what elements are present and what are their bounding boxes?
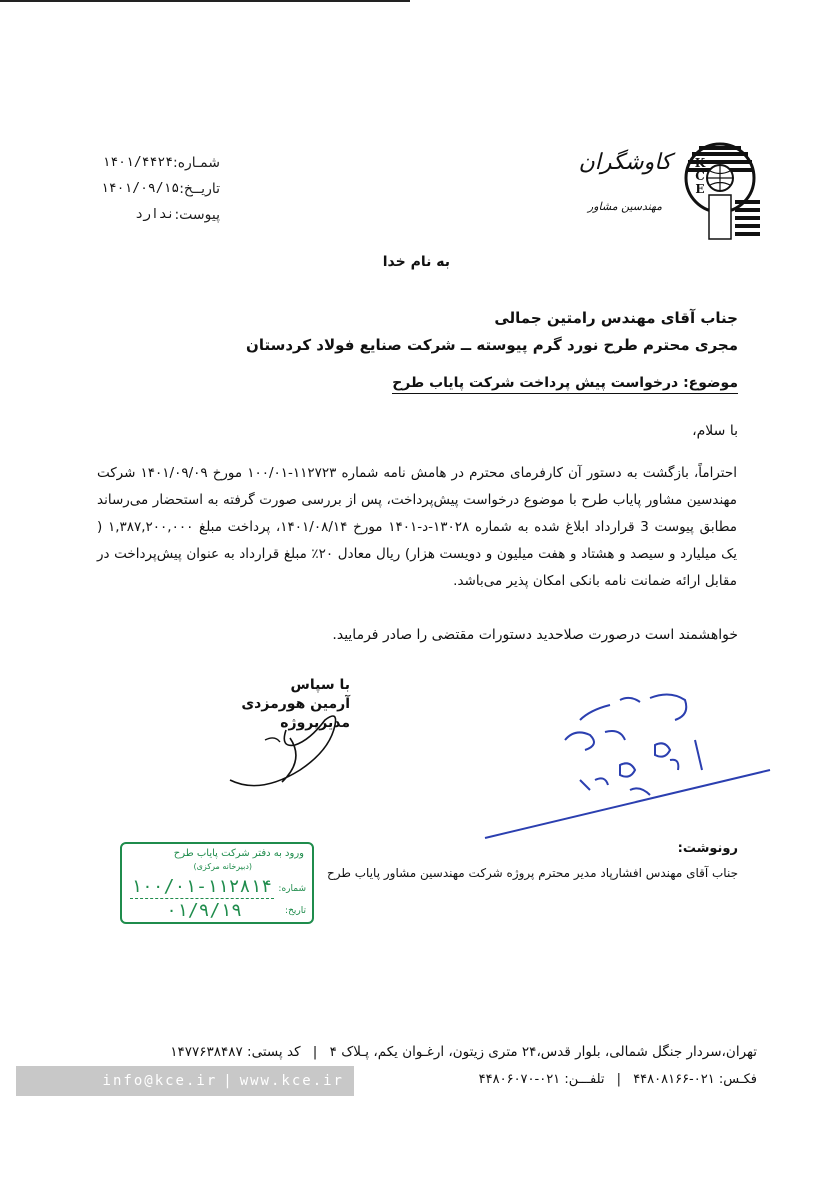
stamp-date-label: تاریخ: <box>285 906 306 916</box>
number-label: شمـاره: <box>172 155 220 171</box>
letter-body: احتراماً، بازگشت به دستور آن کارفرمای محترم در هامش نامه شماره ۱۱۲۷۲۳-۱۰۰/۰۱ مورخ ۱۴۰۱/۰۹/۰۹ شرکت مهندسین مشاور پایاب طرح با موضوع درخواست پیش‌پرداخت، پس از بررسی صورت گرفته به استحضار می‌رساند مطابق پیوست 3 قرارداد ابلاغ شده به شماره ۱۳۰۲۸-د-۱۴۰۱ مورخ ۱۴۰۱/۰۸/۱۴، پرداخت مبلغ ۱,۳۸۷,۲۰۰,۰۰۰ ( یک میلیارد و سیصد و هشتاد و هفت میلیون و دویست هزار) ریال معادل ۲۰٪ مبلغ قرارداد به عنوان پیش‌پرداخت در مقابل ارائه ضمانت نامه بانکی امکان پذیر می‌باشد. <box>97 465 738 589</box>
cc-recipient: جناب آقای مهندس افشارپاد مدیر محترم پروژه شرکت مهندسین مشاور پایاب طرح <box>327 866 738 880</box>
web-separator: | <box>223 1073 234 1089</box>
footer-contact <box>16 1066 757 1096</box>
fax-label: فکـس: <box>718 1072 757 1087</box>
web-contact-bar <box>16 1066 354 1096</box>
stamp-divider <box>130 898 274 899</box>
greeting: با سلام، <box>692 423 738 439</box>
closing-request: خواهشمند است درصورت صلاحدید دستورات مقتضی را صادر فرمایید. <box>332 627 738 643</box>
addressee-position: مجری محترم طرح نورد گرم پیوسته ــ شرکت صنایع فولاد کردستان <box>246 336 738 354</box>
top-edge-line <box>0 0 410 2</box>
attachment-value: ندارد <box>135 207 175 222</box>
phone-numbers <box>479 1072 757 1087</box>
date-row <box>60 176 220 202</box>
letter-subject: موضوع: درخواست پیش پرداخت شرکت پایاب طرح <box>392 375 738 394</box>
date-value: ۱۴۰۱/۰۹/۱۵ <box>100 181 180 196</box>
address-separator: | <box>312 1044 318 1060</box>
signature-title: مدیرپروژه <box>280 715 350 731</box>
phone-separator: | <box>616 1072 622 1087</box>
email-link[interactable]: info@kce.ir <box>102 1073 218 1089</box>
stamp-title: ورود به دفتر شرکت پایاب طرح <box>173 848 304 859</box>
cc-label: رونوشت: <box>677 841 738 856</box>
letter-meta <box>60 150 220 228</box>
footer-address <box>95 1044 757 1060</box>
basmala: به نام خدا <box>382 254 450 270</box>
attachment-label: پیوست: <box>174 207 220 223</box>
fax-number: ۰۲۱-۴۴۸۰۸۱۶۶ <box>633 1072 715 1087</box>
address-text: تهران،سردار جنگل شمالی، بلوار قدس،۲۴ متری زیتون، ارغـوان یکم، پـلاک ۴ <box>329 1044 757 1060</box>
handwritten-signature-icon <box>220 700 380 800</box>
logo-letter-k: K <box>694 156 706 170</box>
phone-number: ۰۲۱-۴۴۸۰۶۰۷۰ <box>478 1072 561 1087</box>
logo-name: کاوشگران <box>578 150 672 175</box>
postal-code: ۱۴۷۷۶۳۸۴۸۷ <box>170 1044 243 1060</box>
incoming-stamp <box>120 842 314 924</box>
logo-subtitle: مهندسین مشاور <box>587 200 663 213</box>
stamp-date: ۰۱/۹/۱۹ <box>166 900 242 921</box>
number-value: ۱۴۰۱/۴۴۲۴ <box>102 155 173 170</box>
logo-letter-e: E <box>695 182 705 196</box>
signature-name: آرمین هورمزدی <box>241 696 350 712</box>
stamp-number: ۱۰۰/۰۱-۱۱۲۸۱۴ <box>131 876 272 897</box>
stamp-subtitle: (دبیرخانه مرکزی) <box>193 862 252 871</box>
attachment-row <box>60 202 220 228</box>
date-label: تاریــخ: <box>179 181 220 197</box>
number-row <box>60 150 220 176</box>
website-link[interactable]: www.kce.ir <box>239 1073 344 1089</box>
logo-letter-c: C <box>695 169 705 183</box>
phone-label: تلفـــن: <box>564 1072 605 1087</box>
addressee-name: جناب آقای مهندس رامتین جمالی <box>494 309 738 327</box>
handwritten-annotation-icon <box>480 690 780 850</box>
postal-label: کد پستی: <box>247 1044 301 1060</box>
signature-thanks: با سپاس <box>290 677 350 693</box>
stamp-number-label: شماره: <box>278 884 306 894</box>
